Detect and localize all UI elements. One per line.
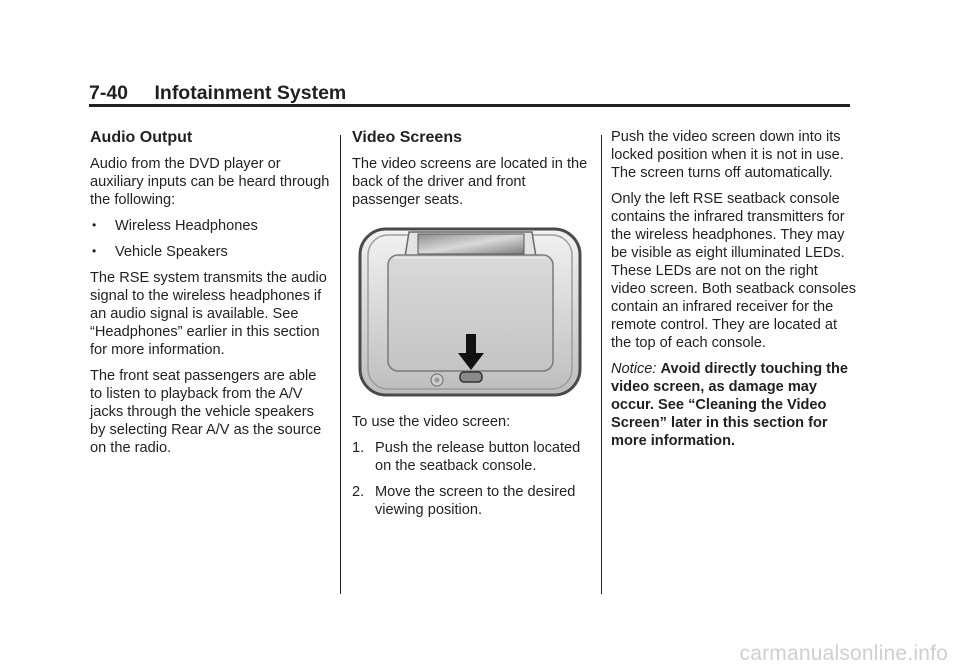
infrared-paragraph: Only the left RSE seatback console contains the infrared transmitters for the wireless headphones. They may be visible as eight illuminated LEDs. These LEDs are not on the right video screen. Both seatback consoles contain an infrared receiver for the remote control. They are located at the top of each console. [611, 191, 856, 351]
step-text: Move the screen to the desired viewing position. [375, 484, 576, 518]
list-item-text: Wireless Headphones [115, 218, 258, 234]
section-title: Infotainment System [154, 82, 347, 104]
use-screen-lead: To use the video screen: [352, 414, 511, 430]
notice-label: Notice: [611, 361, 657, 377]
list-item [352, 439, 592, 475]
step-number: 2. [352, 484, 365, 500]
step-text: Push the release button located on the seatback console. [375, 440, 581, 474]
use-screen-steps [352, 439, 592, 519]
column-divider-2 [601, 135, 602, 594]
bullet-icon: • [92, 244, 97, 258]
list-item [90, 217, 330, 235]
bullet-icon: • [92, 218, 97, 232]
header-rule [89, 104, 850, 107]
notice [611, 360, 856, 450]
column-screen-notes [611, 128, 856, 458]
column-audio-output [90, 128, 330, 465]
audio-output-intro: Audio from the DVD player or auxiliary inputs can be heard through the following: [90, 156, 330, 208]
column-divider-1 [340, 135, 341, 594]
step-number: 1. [352, 440, 365, 456]
video-screens-intro: The video screens are located in the back of the driver and front passenger seats. [352, 156, 588, 208]
rse-transmit-paragraph: The RSE system transmits the audio signal to the wireless headphones if an audio signal is available. See “Headphones” earlier in this section for more information. [90, 270, 327, 358]
video-screens-heading: Video Screens [352, 129, 462, 146]
page-number: 7-40 [89, 82, 129, 104]
audio-output-heading: Audio Output [90, 129, 193, 146]
list-item-text: Vehicle Speakers [115, 244, 228, 260]
watermark: carmanualsonline.info [739, 642, 948, 665]
list-item [352, 483, 592, 519]
front-seat-paragraph: The front seat passengers are able to listen to playback from the A/V jacks through the vehicle speakers by selecting Rear A/V as the source on the radio. [90, 368, 322, 456]
page-header [89, 82, 850, 105]
audio-output-list [90, 217, 330, 261]
list-item [90, 243, 330, 261]
column-video-screens [352, 128, 592, 527]
seatback-video-screen-illustration [354, 227, 586, 399]
lock-screen-paragraph: Push the video screen down into its locked position when it is not in use. The screen turns off automatically. [611, 129, 844, 181]
notice-body: Avoid directly touching the video screen, as damage may occur. See “Cleaning the Video Screen” later in this section for more information. [611, 361, 849, 449]
